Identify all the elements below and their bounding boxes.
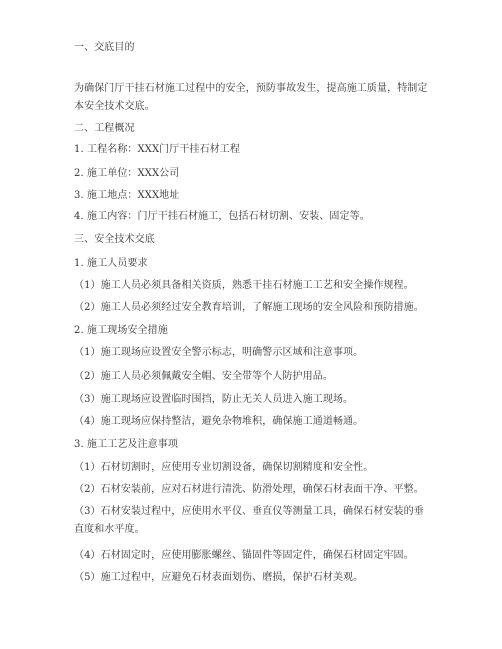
subsection-personnel: 1. 施工人员要求 — [74, 258, 148, 269]
section-heading-overview: 二、工程概况 — [74, 123, 135, 134]
list-item: （4）施工现场应保持整洁，避免杂物堆积，确保施工通道畅通。 — [74, 416, 364, 427]
list-item: （3）施工现场应设置临时围挡，防止无关人员进入施工现场。 — [74, 394, 354, 405]
list-item: （1）石材切割时，应使用专业切割设备，确保切割精度和安全性。 — [74, 462, 374, 473]
section-heading-purpose: 一、交底目的 — [74, 42, 135, 53]
project-name-item: 1. 工程名称：XXX门厅干挂石材工程 — [74, 144, 240, 155]
subsection-process: 3. 施工工艺及注意事项 — [74, 439, 178, 450]
list-item: （3）石材安装过程中，应使用水平仪、垂直仪等测量工具，确保石材安装的垂直度和水平度。 — [74, 506, 424, 535]
list-item: （2）施工人员必须佩戴安全帽、安全带等个人防护用品。 — [74, 371, 333, 382]
section-heading-safety: 三、安全技术交底 — [74, 234, 155, 245]
list-item: （1）施工人员必须具备相关资质，熟悉干挂石材施工工艺和安全操作规程。 — [74, 280, 414, 291]
construction-site-item: 3. 施工地点：XXX地址 — [74, 190, 180, 201]
construction-unit-item: 2. 施工单位：XXX公司 — [74, 168, 180, 179]
list-item: （4）石材固定时，应使用膨胀螺丝、锚固件等固定件，确保石材固定牢固。 — [74, 550, 414, 561]
purpose-paragraph: 为确保门厅干挂石材施工过程中的安全，预防事故发生，提高施工质量，特制定本安全技术交底。 — [74, 83, 428, 112]
list-item: （5）施工过程中，应避免石材表面划伤、磨损，保护石材美观。 — [74, 572, 364, 583]
subsection-site-safety: 2. 施工现场安全措施 — [74, 325, 168, 336]
list-item: （2）石材安装前，应对石材进行清洗、防滑处理，确保石材表面干净、平整。 — [74, 484, 424, 495]
list-item: （1）施工现场应设置安全警示标志，明确警示区域和注意事项。 — [74, 347, 364, 358]
list-item: （2）施工人员必须经过安全教育培训，了解施工现场的安全风险和预防措施。 — [74, 302, 424, 313]
construction-content-item: 4. 施工内容：门厅干挂石材施工，包括石材切割、安装、固定等。 — [74, 211, 370, 222]
